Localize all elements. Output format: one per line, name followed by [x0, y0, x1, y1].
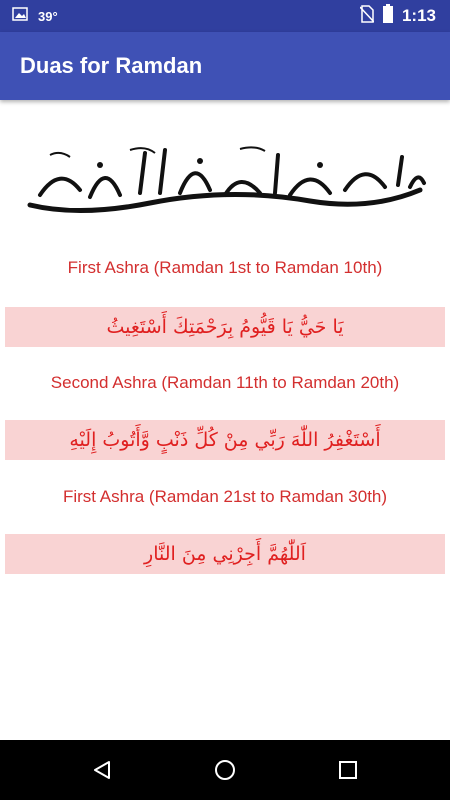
- dua-text-second-ashra: أَسْتَغْفِرُ اللّٰهَ رَبِّي مِنْ كُلِّ ذَنْبٍ وَّأَتُوبُ إِلَيْهِ: [69, 429, 381, 451]
- app-title: Duas for Ramdan: [20, 53, 203, 78]
- no-sim-icon: [360, 5, 374, 28]
- heading-third-ashra: First Ashra (Ramdan 21st to Ramdan 30th): [62, 487, 388, 506]
- status-bar: [0, 0, 450, 32]
- heading-first-ashra: First Ashra (Ramdan 1st to Ramdan 10th): [67, 258, 383, 277]
- bismillah-calligraphy-icon: [20, 135, 430, 225]
- dua-box-first-ashra: [5, 307, 445, 347]
- app-bar: [0, 32, 450, 100]
- clock: 1:13: [401, 6, 436, 25]
- dua-box-third-ashra: [5, 534, 445, 574]
- main-content: [0, 100, 450, 740]
- dua-box-second-ashra: [5, 420, 445, 460]
- image-icon: [12, 7, 28, 26]
- battery-icon: [382, 4, 394, 29]
- dua-text-first-ashra: يَا حَيُّ يَا قَيُّومُ بِرَحْمَتِكَ أَسْتَغِيثُ: [106, 316, 344, 338]
- dua-text-third-ashra: اَللّٰهُمَّ أَجِرْنِي مِنَ النَّارِ: [144, 543, 306, 565]
- heading-second-ashra: Second Ashra (Ramdan 11th to Ramdan 20th): [50, 373, 400, 392]
- navigation-bar: [0, 740, 450, 800]
- home-icon[interactable]: [210, 755, 240, 785]
- recents-icon[interactable]: [333, 755, 363, 785]
- temperature-readout: 39°: [38, 8, 58, 24]
- back-icon[interactable]: [87, 755, 117, 785]
